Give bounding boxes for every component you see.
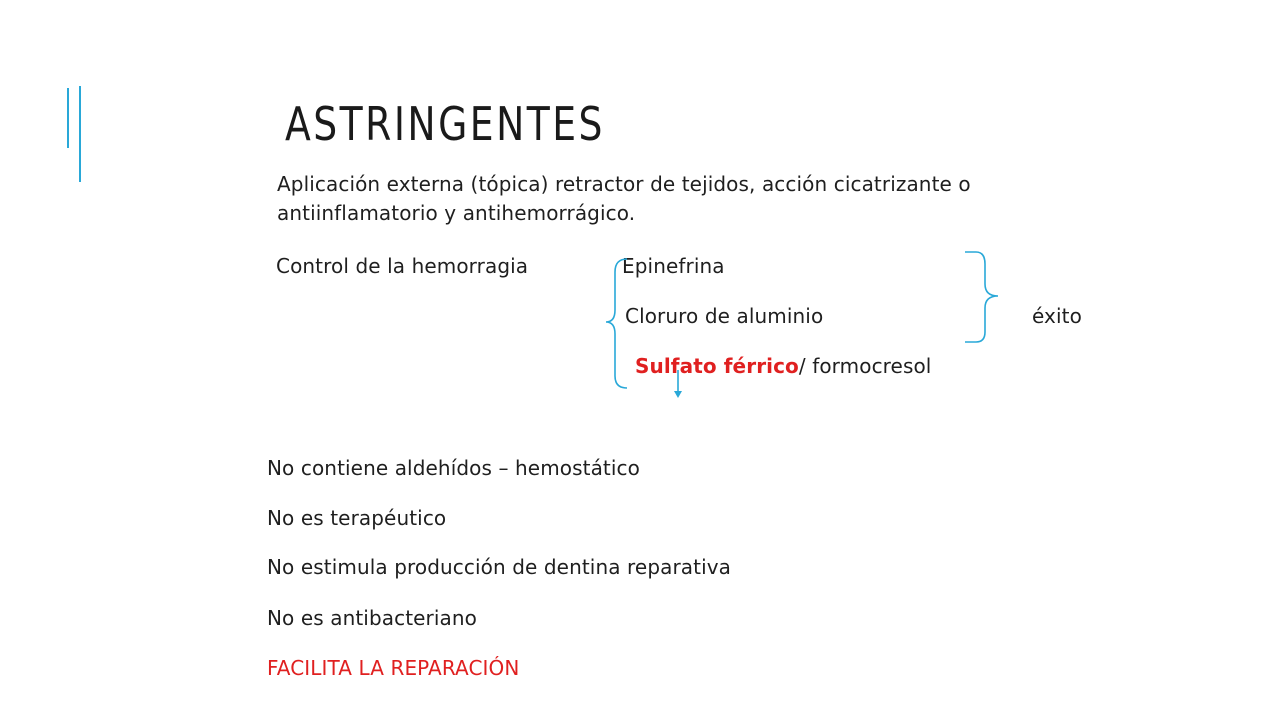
left-brace	[606, 259, 627, 388]
property-2: No es terapéutico	[267, 506, 447, 530]
agent-cloruro-de-aluminio: Cloruro de aluminio	[625, 304, 824, 328]
agent-formocresol: / formocresol	[798, 354, 932, 378]
slide-title: ASTRINGENTES	[285, 97, 605, 151]
right-brace	[965, 252, 998, 342]
description-line-2: antiinflamatorio y antihemorrágico.	[277, 201, 636, 225]
property-1: No contiene aldehídos – hemostático	[267, 456, 640, 480]
agent-sulfato-ferrico: Sulfato férrico	[635, 354, 799, 378]
agent-epinefrina: Epinefrina	[622, 254, 725, 278]
conclusion: FACILITA LA REPARACIÓN	[267, 656, 520, 680]
down-arrow-head	[674, 391, 682, 398]
description-line-1: Aplicación externa (tópica) retractor de tejidos, acción cicatrizante o	[277, 172, 971, 196]
hemorrhage-control-label: Control de la hemorragia	[276, 254, 529, 278]
property-4: No es antibacteriano	[267, 606, 478, 630]
property-3: No estimula producción de dentina reparativa	[267, 555, 732, 579]
result-exito: éxito	[1032, 304, 1082, 328]
